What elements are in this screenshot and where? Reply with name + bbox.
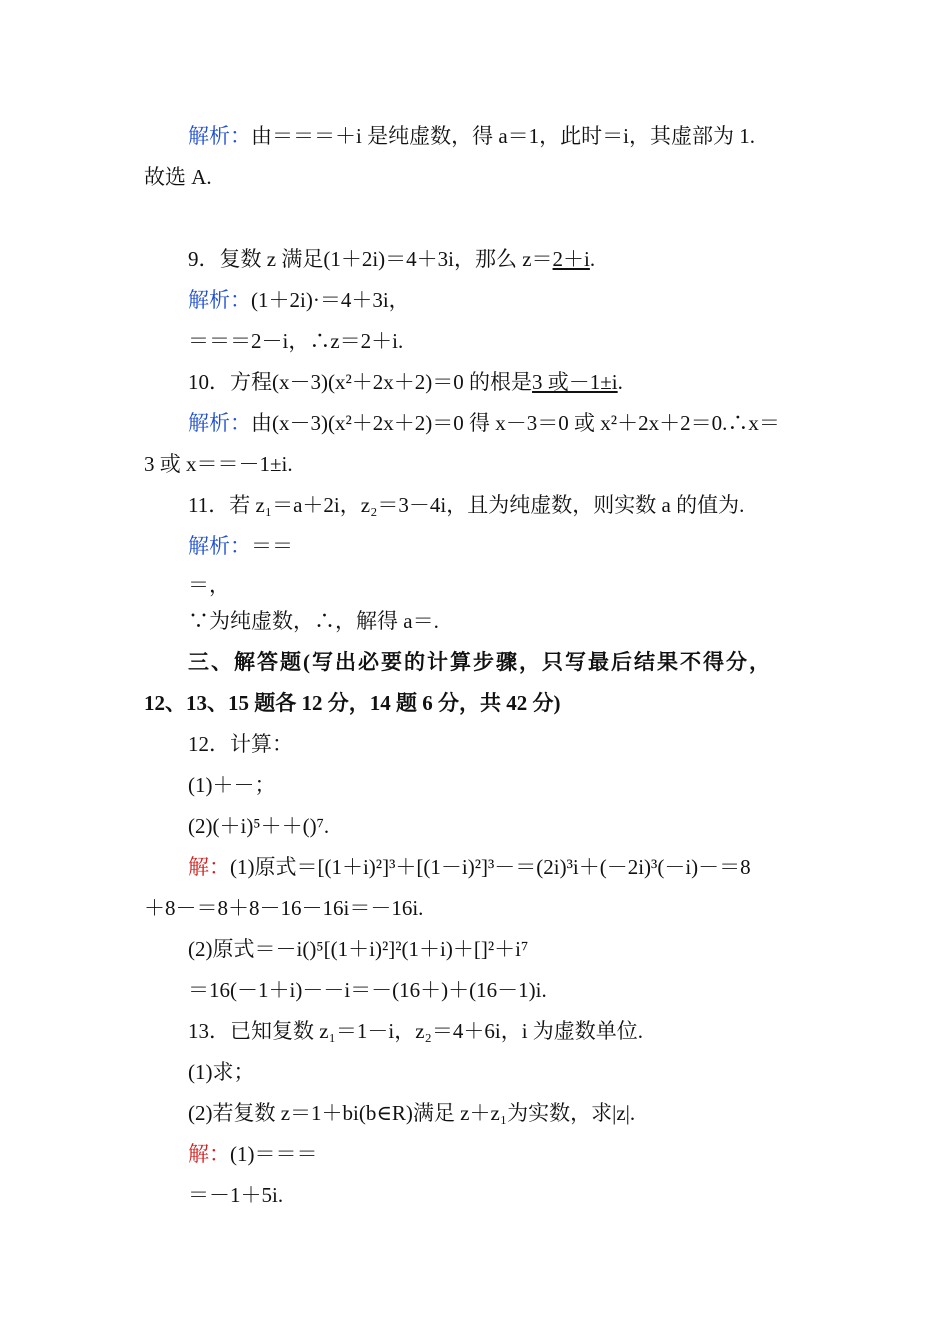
- question-text: 13．已知复数 z₁＝1－i，z₂＝4＋6i，i 为虚数单位.: [188, 1019, 644, 1043]
- solution-label: 解：: [188, 855, 230, 879]
- line-text: ＝，: [188, 573, 230, 597]
- solution-label: 解析：: [188, 288, 251, 312]
- solution-13-line-2: [188, 1180, 283, 1210]
- solution-label: 解：: [188, 1142, 230, 1166]
- solution-13-line-1: [188, 1139, 318, 1169]
- answer-blank: 3 或－1±i: [532, 370, 618, 394]
- question-text: 10．方程(x－3)(x²＋2x＋2)＝0 的根是: [188, 370, 533, 394]
- question-text: (2)若复数 z＝1＋bi(b∈R)满足 z＋z₁为实数，求|z|.: [188, 1101, 636, 1125]
- solution-11-line-2: [188, 570, 230, 600]
- question-text: 12．计算：: [188, 732, 293, 756]
- line-text: (1＋2i)·＝4＋3i，: [251, 288, 410, 312]
- answer-blank: 2＋i: [552, 247, 590, 271]
- solution-9-line-2: [188, 326, 403, 356]
- line-text: 故选 A.: [144, 165, 212, 189]
- question-text: (1)求；: [188, 1060, 255, 1084]
- line-text: (1)＝＝＝: [230, 1142, 318, 1166]
- line-text: ＝16(－1＋i)－－i＝－(16＋)＋(16－1)i.: [188, 978, 547, 1002]
- section-heading-cont: 12、13、15 题各 12 分，14 题 6 分，共 42 分): [144, 691, 561, 715]
- solution-10-line-2: [144, 449, 293, 479]
- solution-label: 解析：: [188, 124, 251, 148]
- line-text: ∵为纯虚数，∴，解得 a＝.: [188, 609, 439, 633]
- question-tail: .: [589, 247, 596, 271]
- line-text: 由(x－3)(x²＋2x＋2)＝0 得 x－3＝0 或 x²＋2x＋2＝0.∴x＝: [251, 411, 780, 435]
- solution-10-line-1: [188, 408, 780, 438]
- question-13-part-2: [188, 1098, 635, 1128]
- line-text: ＋8－＝8＋8－16－16i＝－16i.: [144, 896, 424, 920]
- line-text: (1)原式＝[(1＋i)²]³＋[(1－i)²]³－＝(2i)³i＋(－2i)³(－i)－＝8: [230, 855, 751, 879]
- line-text: (2)原式＝－i()⁵[(1＋i)²]²(1＋i)＋[]²＋i⁷: [188, 937, 529, 961]
- question-text: (1)＋－；: [188, 773, 276, 797]
- question-11: [188, 490, 744, 520]
- question-10: [188, 367, 623, 397]
- question-13-part-1: [188, 1057, 255, 1087]
- solution-label: 解析：: [188, 411, 251, 435]
- line-text: 3 或 x＝＝－1±i.: [144, 452, 293, 476]
- line-text: ＝＝＝2－i，∴z＝2＋i.: [188, 329, 404, 353]
- question-tail: .: [617, 370, 623, 394]
- question-9: [188, 244, 595, 274]
- question-text: 11．若 z₁＝a＋2i，z₂＝3－4i，且为纯虚数，则实数 a 的值为.: [188, 493, 745, 517]
- section-heading-line-1: [188, 647, 772, 677]
- question-text: (2)(＋i)⁵＋＋()⁷.: [188, 814, 330, 838]
- solution-12-line-3: [188, 934, 528, 964]
- solution-8-line-2: [144, 162, 212, 192]
- solution-12-line-4: [188, 975, 547, 1005]
- question-text: 9．复数 z 满足(1＋2i)＝4＋3i，那么 z＝: [188, 247, 553, 271]
- question-12: [188, 729, 293, 759]
- section-heading: 三、解答题(写出必要的计算步骤，只写最后结果不得分，: [188, 650, 772, 674]
- solution-12-line-1: [188, 852, 751, 882]
- solution-11-line-1: [188, 531, 293, 561]
- section-heading-line-2: [144, 688, 561, 718]
- line-text: ＝－1＋5i.: [188, 1183, 284, 1207]
- question-12-part-1: [188, 770, 276, 800]
- solution-9-line-1: [188, 285, 410, 315]
- solution-11-line-3: [188, 606, 439, 636]
- line-text: ＝＝: [251, 534, 293, 558]
- question-13: [188, 1016, 643, 1046]
- solution-12-line-2: [144, 893, 423, 923]
- solution-8-line-1: [188, 121, 755, 151]
- question-12-part-2: [188, 811, 329, 841]
- line-text: 由＝＝＝＋i 是纯虚数，得 a＝1，此时＝i，其虚部为 1.: [251, 124, 755, 148]
- solution-label: 解析：: [188, 534, 251, 558]
